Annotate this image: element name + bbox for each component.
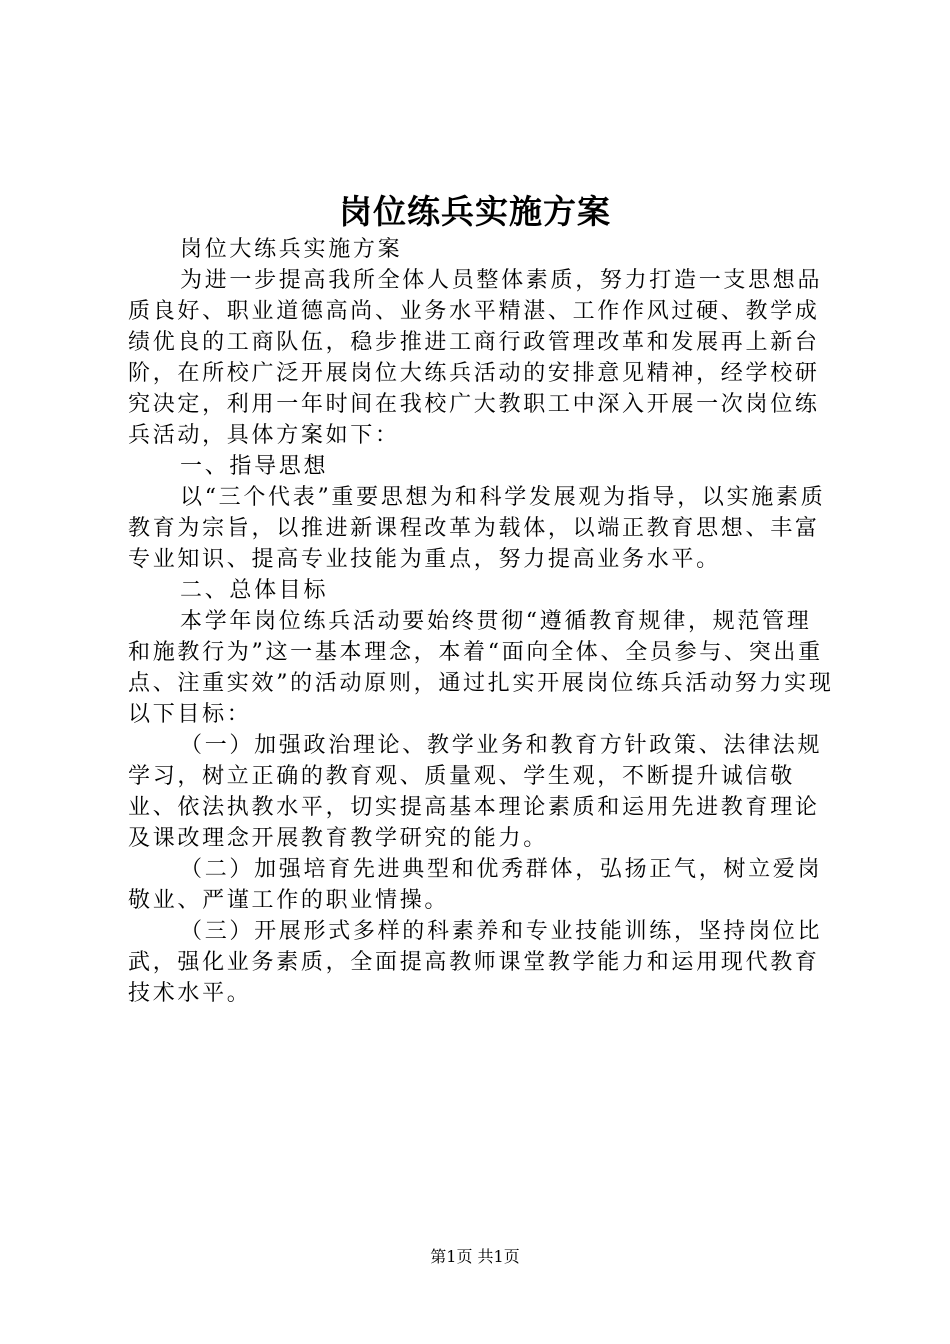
- goal-item-1: （一）加强政治理论、教学业务和教育方针政策、法律法规学习，树立正确的教育观、质量观、学生观，不断提升诚信敬业、依法执教水平，切实提高基本理论素质和运用先进教育理论及课改理念开展教育教学研究的能力。: [128, 733, 823, 851]
- page-footer: 第1页 共1页: [430, 1247, 520, 1266]
- document-title: 岗位练兵实施方案: [339, 192, 611, 231]
- goal-item-2: （二）加强培育先进典型和优秀群体，弘扬正气，树立爱岗敬业、严谨工作的职业情操。: [128, 857, 823, 913]
- intro-paragraph: 为进一步提高我所全体人员整体素质，努力打造一支思想品质良好、职业道德高尚、业务水平精湛、工作作风过硬、教学成绩优良的工商队伍，稳步推进工商行政管理改革和发展再上新台阶，在所校广泛开展岗位大练兵活动的安排意见精神，经学校研究决定，利用一年时间在我校广大教职工中深入开展一次岗位练兵活动，具体方案如下：: [128, 268, 823, 448]
- guiding-thought-paragraph: 以“三个代表”重要思想为和科学发展观为指导，以实施素质教育为宗旨，以推进新课程改革为载体，以端正教育思想、丰富专业知识、提高专业技能为重点，努力提高业务水平。: [128, 485, 826, 572]
- document-body: [128, 234, 834, 1009]
- overall-goal-paragraph: 本学年岗位练兵活动要始终贯彻“遵循教育规律，规范管理和施教行为”这一基本理念，本着“面向全体、全员参与、突出重点、注重实效”的活动原则，通过扎实开展岗位练兵活动努力实现以下目标：: [128, 609, 834, 727]
- goal-item-3: （三）开展形式多样的科素养和专业技能训练，坚持岗位比武，强化业务素质，全面提高教师课堂教学能力和运用现代教育技术水平。: [128, 919, 823, 1006]
- section-heading-overall-goal: 二、总体目标: [180, 578, 329, 603]
- subtitle-paragraph: 岗位大练兵实施方案: [180, 237, 403, 262]
- section-heading-guiding-thought: 一、指导思想: [180, 454, 329, 479]
